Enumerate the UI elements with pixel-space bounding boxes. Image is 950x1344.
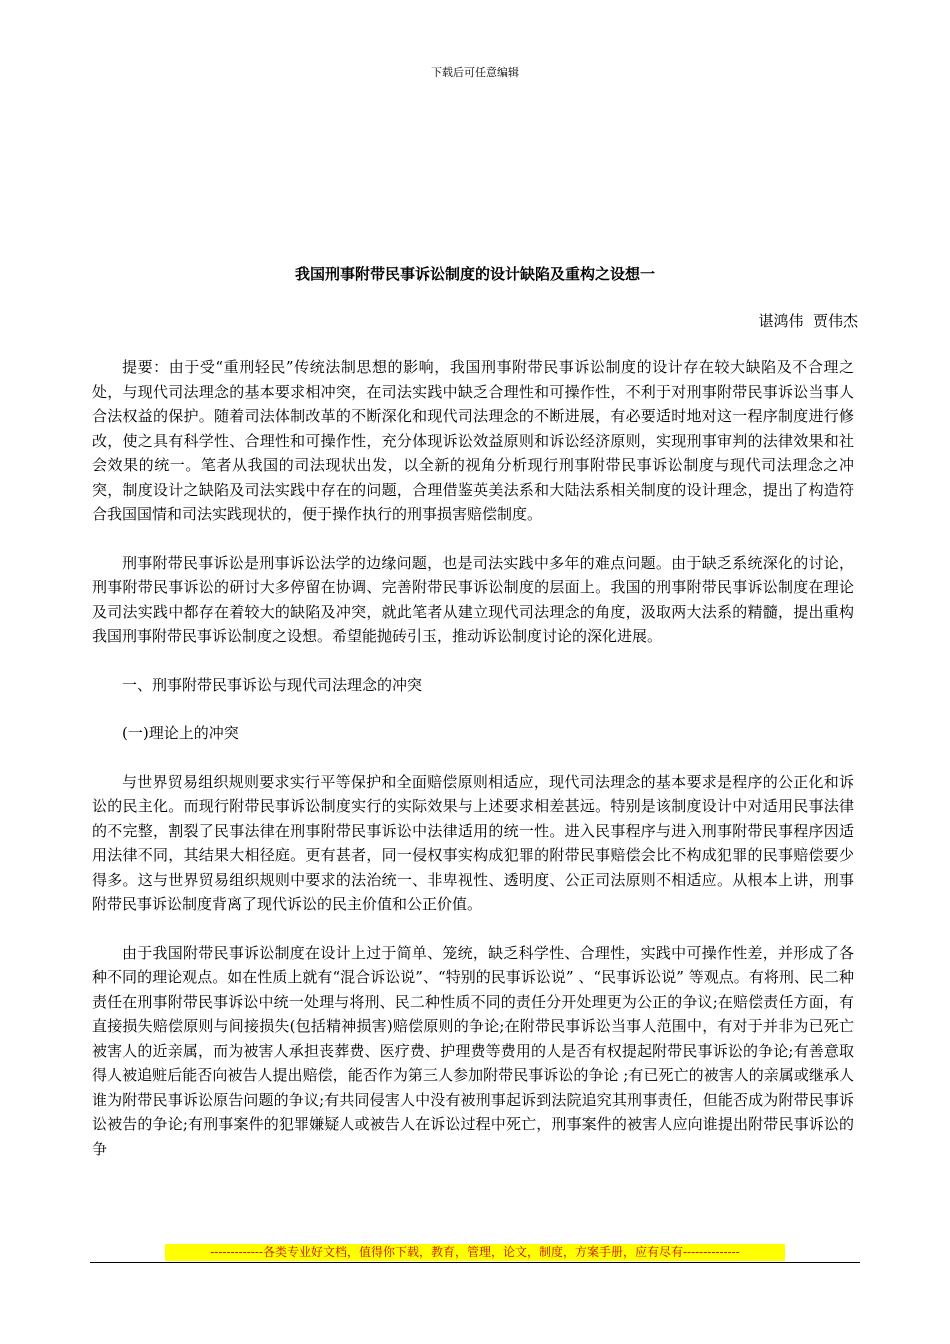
body-paragraph: 由于我国附带民事诉讼制度在设计上过于简单、笼统，缺乏科学性、合理性，实践中可操作性差，并形成了各种不同的理论观点。如在性质上就有“混合诉讼说”、“特别的民事诉讼说” 、“民事诉讼说” 等观点。有将刑、民二种责任在刑事附带民事诉讼中统一处理与将刑、民二种性质不同的责任分开处理更为公正的争议;在赔偿责任方面，有直接损失赔偿原则与间接损失(包括精神损害)赔偿原则的争论;在附带民事诉讼当事人范围中，有对于并非为已死亡被害人的近亲属，而为被害人承担丧葬费、医疗费、护理费等费用的人是否有权提起附带民事诉讼的争论;有善意取得人被追赃后能否向被告人提出赔偿，能否作为第三人参加附带民事诉讼的争论 ;有已死亡的被害人的亲属或继承人谁为附带民事诉讼原告问题的争议;有共同侵害人中没有被刑事起诉到法院追究其刑事责任，但能否成为附带民事诉讼被告的争论;有刑事案件的犯罪嫌疑人或被告人在诉讼过程中死亡，刑事案件的被害人应向谁提出附带民事诉讼的争 [92, 943, 854, 1158]
intro-paragraph: 刑事附带民事诉讼是刑事诉讼法学的边缘问题，也是司法实践中多年的难点问题。由于缺乏系统深化的讨论，刑事附带民事诉讼的研讨大多停留在协调、完善附带民事诉讼制度的层面上。我国的刑事附带民事诉讼制度在理论及司法实践中都存在着较大的缺陷及冲突，就此笔者从建立现代司法理念的角度，汲取两大法系的精髓，提出重构我国刑事附带民事诉讼制度之设想。希望能抛砖引玉，推动诉讼制度讨论的深化进展。 [92, 553, 854, 645]
document-title: 我国刑事附带民事诉讼制度的设计缺陷及重构之设想一 [294, 265, 655, 283]
document-authors: 谌鸿伟 贾伟杰 [758, 312, 858, 330]
page-header-note: 下载后可任意编辑 [431, 66, 519, 79]
subsection-heading: (一)理论上的冲突 [122, 724, 239, 742]
body-paragraph: 与世界贸易组织规则要求实行平等保护和全面赔偿原则相适应，现代司法理念的基本要求是程序的公正化和诉讼的民主化。而现行附带民事诉讼制度实行的实际效果与上述要求相差甚远。特别是该制度设计中对适用民事法律的不完整，割裂了民事法律在刑事附带民事诉讼中法律适用的统一性。进入民事程序与进入刑事附带民事程序因适用法律不同，其结果大相径庭。更有甚者，同一侵权事实构成犯罪的附带民事赔偿会比不构成犯罪的民事赔偿要少得多。这与世界贸易组织规则中要求的法治统一、非卑视性、透明度、公正司法原则不相适应。从根本上讲，刑事附带民事诉讼制度背离了现代诉讼的民主价值和公正价值。 [92, 772, 854, 913]
document-body [92, 355, 854, 1185]
footer-divider [90, 1262, 860, 1263]
section-heading: 一、刑事附带民事诉讼与现代司法理念的冲突 [122, 675, 423, 694]
abstract-paragraph: 提要：由于受“重刑轻民”传统法制思想的影响，我国刑事附带民事诉讼制度的设计存在较大缺陷及不合理之处，与现代司法理念的基本要求相冲突，在司法实践中缺乏合理性和可操作性，不利于对刑事附带民事诉讼当事人合法权益的保护。随着司法体制改革的不断深化和现代司法理念的不断进展，有必要适时地对这一程序制度进行修改，使之具有科学性、合理性和可操作性，充分体现诉讼效益原则和诉讼经济原则，实现刑事审判的法律效果和社会效果的统一。笔者从我国的司法现状出发，以全新的视角分析现行刑事附带民事诉讼制度与现代司法理念之冲突，制度设计之缺陷及司法实践中存在的问题，合理借鉴英美法系和大陆法系相关制度的设计理念，提出了构造符合我国国情和司法实践现状的，便于操作执行的刑事损害赔偿制度。 [92, 358, 854, 523]
footer-promo-banner: -------------各类专业好文档，值得你下载，教育，管理，论文，制度，方案手册，应有尽有-------------- [165, 1244, 785, 1261]
